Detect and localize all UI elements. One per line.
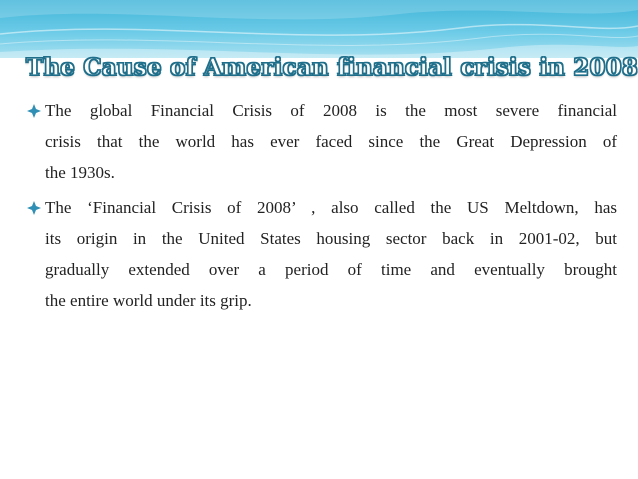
- header-wave-decoration: [0, 0, 638, 58]
- bullet-item: [27, 192, 617, 316]
- bullet-line: The global Financial Crisis of 2008 is the most severe financial: [45, 101, 617, 120]
- bullet-line: the 1930s.: [45, 163, 115, 182]
- bullet-line: The ‘Financial Crisis of 2008’ , also called the US Meltdown, has: [45, 198, 617, 217]
- bullet-line: gradually extended over a period of time and eventually brought: [45, 260, 617, 279]
- diamond-bullet-icon: [27, 201, 41, 215]
- bullet-line: its origin in the United States housing sector back in 2001-02, but: [45, 229, 617, 248]
- bullet-line: the entire world under its grip.: [45, 291, 252, 310]
- slide-content: [27, 95, 617, 320]
- bullet-line: crisis that the world has ever faced since the Great Depression of: [45, 132, 617, 151]
- header-band: [0, 0, 638, 58]
- diamond-bullet-icon: [27, 104, 41, 118]
- bullet-item: [27, 95, 617, 188]
- slide-title: The Cause of American financial crisis in 2008: [26, 54, 638, 81]
